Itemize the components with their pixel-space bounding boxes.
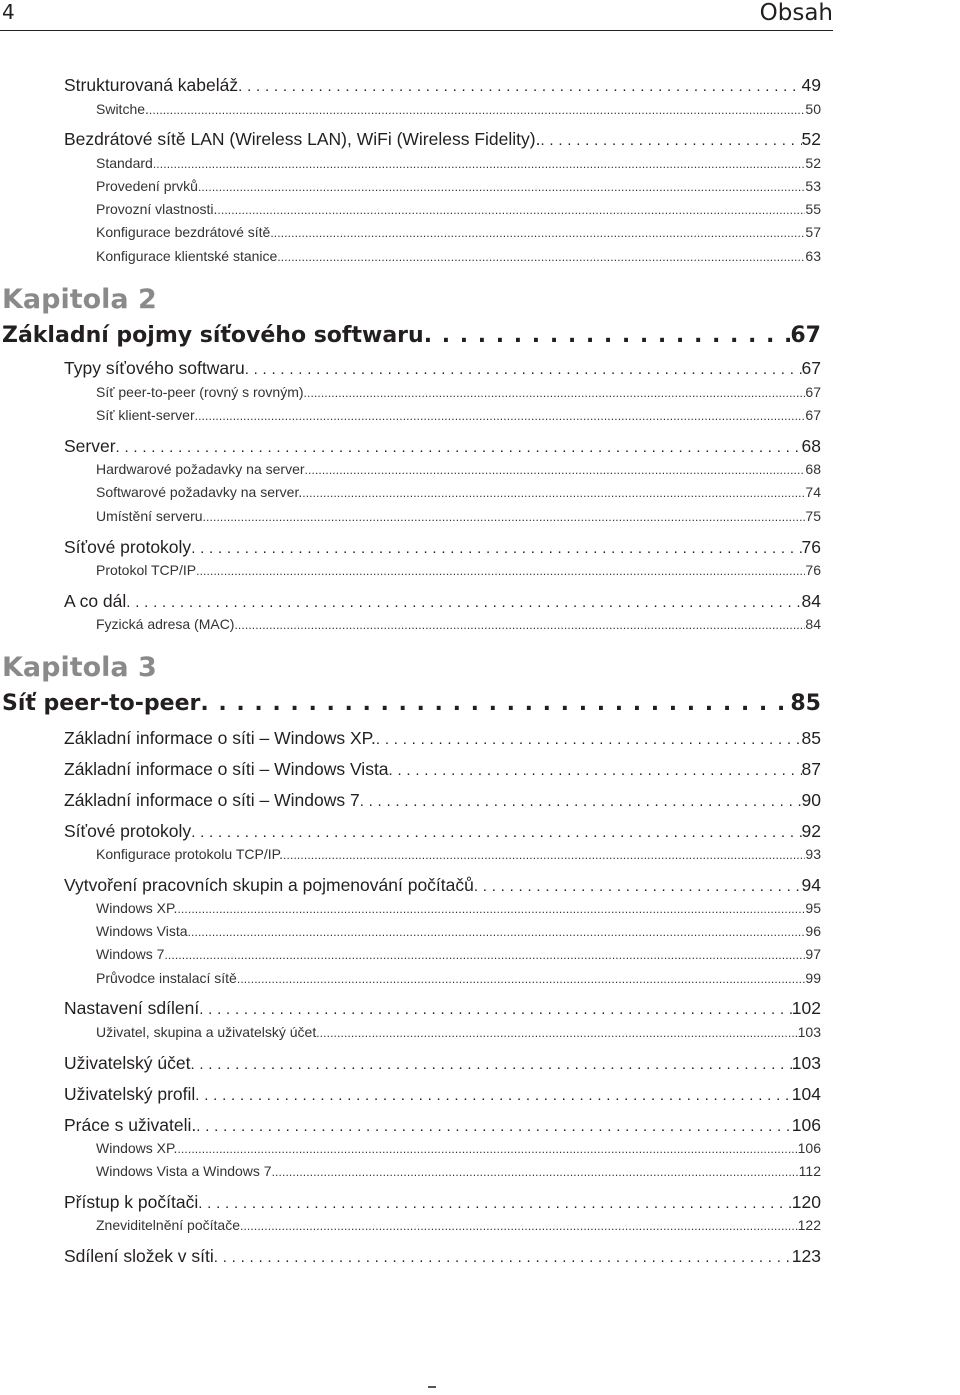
toc-subentry [96,482,821,502]
toc-subentry [96,968,821,988]
toc-entry-title: Uživatelský účet [64,1053,191,1073]
chapter-page: 67 [790,323,821,348]
dot-leader [196,560,805,580]
dot-leader [116,434,802,458]
toc-entry [64,819,821,843]
toc-entry-page: 67 [801,358,821,378]
dot-leader [240,1215,798,1235]
toc-entry-title: Síť peer-to-peer (rovný s rovným) [96,384,304,400]
toc-entry-title: Síť klient-server [96,407,195,423]
toc-subentry [96,153,821,173]
toc-entry-title: Bezdrátové sítě LAN (Wireless LAN), WiFi (Wireless Fidelity). [64,129,541,149]
dot-leader [149,99,806,119]
toc-entry-page: 76 [801,537,821,557]
toc-entry-title: Umístění serveru [96,508,203,524]
toc-subentry [96,459,821,479]
dot-leader [203,506,806,526]
chapter-page: 85 [790,691,821,716]
toc-entry-title: Uživatelský profil [64,1084,196,1104]
dot-leader [214,1244,792,1268]
toc-entry-title: Server [64,436,116,456]
toc-entry-title: Konfigurace bezdrátové sítě [96,224,271,240]
toc-entry-page: 57 [805,224,821,240]
toc-entry-title: Sdílení složek v síti [64,1246,214,1266]
toc-entry-page: 49 [801,75,821,95]
dot-leader [195,1082,792,1106]
toc-entry [64,1190,821,1214]
toc-entry-title: Základní informace o síti – Windows 7 [64,790,360,810]
dot-leader [217,199,805,219]
toc-entry-title: Softwarové požadavky na server. [96,484,303,500]
toc-subentry [96,176,821,196]
toc-entry-page: 52 [801,129,821,149]
dot-leader [195,405,806,425]
dot-leader [474,873,802,897]
toc-entry-title: Síťové protokoly [64,537,192,557]
toc-subentry [96,560,821,580]
toc-entry-page: 103 [791,1053,821,1073]
toc-subentry [96,844,821,864]
dot-leader [238,73,801,97]
toc-entry-title: Konfigurace protokolu TCP/IP. [96,846,284,862]
toc-entry-page: 67 [805,407,821,423]
toc-entry-title: Provozní vlastnosti. [96,201,218,217]
dot-leader [200,689,790,719]
toc-entry-page: 102 [791,998,821,1018]
dot-leader [424,321,791,351]
toc-entry-page: 104 [791,1084,821,1104]
toc-entry-page: 97 [805,946,821,962]
toc-entry [64,873,821,897]
toc-entry-page: 106 [797,1140,821,1156]
toc-entry [64,73,821,97]
toc-entry-page: 94 [801,875,821,895]
toc-subentry [96,382,821,402]
toc-entry-page: 55 [805,201,821,217]
toc-entry-title: Protokol TCP/IP [96,562,197,578]
toc-subentry [96,898,821,918]
dot-leader [237,968,806,988]
toc-entry-title: Windows XP. [96,1140,178,1156]
toc-entry [64,726,821,750]
toc-entry-page: 122 [797,1217,821,1233]
toc-subentry [96,1215,821,1235]
toc-entry [64,1082,821,1106]
toc-entry [64,535,821,559]
toc-subentry [96,944,821,964]
dot-leader [153,153,806,173]
dot-leader [302,482,805,502]
footer-mark [428,1386,436,1388]
dot-leader [304,382,806,402]
dot-leader [177,898,805,918]
dot-leader [126,589,801,613]
chapter-title: Síť peer-to-peer [2,691,201,716]
toc-entry-page: 53 [805,178,821,194]
dot-leader [376,726,802,750]
dot-leader [316,1022,797,1042]
toc-entry-page: 87 [801,759,821,779]
toc-entry-page: 84 [801,591,821,611]
toc-subentry [96,1161,821,1181]
toc-entry [64,1244,821,1268]
toc-entry-title: Konfigurace klientské stanice [96,248,278,264]
dot-leader [164,944,805,964]
dot-leader [188,921,806,941]
toc-entry [64,1051,821,1075]
dot-leader [198,176,805,196]
toc-subentry [96,405,821,425]
dot-leader [360,788,802,812]
toc-subentry [96,614,821,634]
toc-entry-page: 90 [801,790,821,810]
dot-leader [190,1051,791,1075]
toc-entry-title: Vytvoření pracovních skupin a pojmenování počítačů [64,875,474,895]
dot-leader [389,757,802,781]
toc-entry-page: 95 [805,900,821,916]
toc-entry [64,788,821,812]
dot-leader [270,222,805,242]
toc-entry-title: Nastavení sdílení [64,998,200,1018]
toc-entry-title: Windows XP. [96,900,178,916]
toc-entry-page: 92 [801,821,821,841]
toc-entry-title: Standard [96,155,153,171]
toc-entry-title: Uživatel, skupina a uživatelský účet [96,1024,317,1040]
toc-entry-page: 120 [791,1192,821,1212]
toc-entry-title: A co dál [64,591,127,611]
toc-entry-page: 75 [805,508,821,524]
toc-subentry [96,222,821,242]
toc-entry-page: 74 [805,484,821,500]
toc-entry-title: Zneviditelnění počítače [96,1217,240,1233]
toc-entry-page: 68 [801,436,821,456]
toc-entry-title: Práce s uživateli. [64,1115,197,1135]
dot-leader [277,246,805,266]
dot-leader [305,459,806,479]
toc-entry [64,589,821,613]
running-title: Obsah [759,0,833,26]
dot-leader [198,1190,792,1214]
toc-entry-page: 112 [798,1163,821,1179]
toc-entry-title: Přístup k počítači [64,1192,199,1212]
toc-entry-title: Typy síťového softwaru [64,358,245,378]
toc-subentry [96,506,821,526]
toc-subentry [96,199,821,219]
toc-entry-page: 67 [805,384,821,400]
toc-entry-title: Fyzická adresa (MAC) [96,616,235,632]
chapter-label: Kapitola 2 [2,284,157,315]
toc-subentry [96,99,821,119]
toc-entry-page: 68 [805,461,821,477]
toc-entry-title: Strukturovaná kabeláž [64,75,239,95]
dot-leader [191,819,801,843]
toc-entry-title: Provedení prvků [96,178,198,194]
toc-entry-page: 99 [805,970,821,986]
toc-subentry [96,246,821,266]
dot-leader [272,1161,799,1181]
toc-entry-page: 76 [805,562,821,578]
page-number: 4 [2,0,15,24]
dot-leader [234,614,805,634]
dot-leader [196,1113,792,1137]
toc-subentry [96,1138,821,1158]
toc-entry-page: 123 [791,1246,821,1266]
chapter-entry [2,321,821,351]
dot-leader [191,535,801,559]
toc-entry-page: 52 [805,155,821,171]
dot-leader [540,127,801,151]
toc-entry-title: Windows Vista [96,923,188,939]
toc-entry [64,434,821,458]
toc-entry [64,996,821,1020]
toc-subentry [96,1022,821,1042]
chapter-title: Základní pojmy síťového softwaru [2,323,424,348]
toc-entry [64,356,821,380]
toc-entry [64,1113,821,1137]
chapter-entry [2,689,821,719]
dot-leader [283,844,805,864]
dot-leader [177,1138,797,1158]
dot-leader [199,996,792,1020]
toc-entry-page: 93 [805,846,821,862]
toc-entry-title: Síťové protokoly [64,821,192,841]
dot-leader [245,356,802,380]
toc-entry-title: Průvodce instalací sítě [96,970,237,986]
toc-entry-title: Windows 7 [96,946,165,962]
toc-entry-title: Windows Vista a Windows 7 [96,1163,272,1179]
toc-entry-page: 103 [797,1024,821,1040]
toc-entry [64,127,821,151]
toc-entry-title: Základní informace o síti – Windows XP. [64,728,376,748]
chapter-label: Kapitola 3 [2,652,157,683]
toc-entry-page: 63 [805,248,821,264]
toc-subentry [96,921,821,941]
toc-entry-page: 85 [801,728,821,748]
toc-entry-title: Základní informace o síti – Windows Vista [64,759,389,779]
toc-entry-title: Switche. [96,101,149,117]
toc-entry-page: 106 [791,1115,821,1135]
toc-entry-page: 50 [805,101,821,117]
toc-entry [64,757,821,781]
toc-entry-page: 96 [805,923,821,939]
toc-entry-page: 84 [805,616,821,632]
toc-entry-title: Hardwarové požadavky na server [96,461,305,477]
